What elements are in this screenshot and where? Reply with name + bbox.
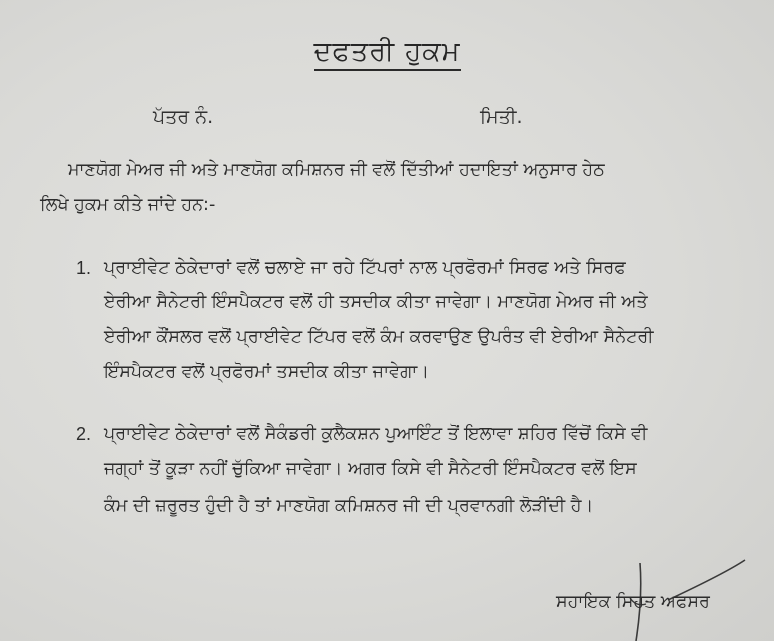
order-number: 1. [76,258,92,278]
order-line: ਜਗ੍ਹਾਂ ਤੋਂ ਕੂੜਾ ਨਹੀਂ ਚੁੱਕਿਆ ਜਾਵੇਗਾ। ਅਗਰ ਕਿਸੇ ਵੀ ਸੈਨੇਟਰੀ ਇੰਸਪੈਕਟਰ ਵਲੋਂ ਇਸ [104,459,637,479]
letter-number-label: ਪੱਤਰ ਨੰ. [153,106,214,128]
date-label: ਮਿਤੀ. [480,106,523,128]
order-line: ਇੰਸਪੈਕਟਰ ਵਲੋਂ ਪ੍ਰਫੋਰਮਾਂ ਤਸਦੀਕ ਕੀਤਾ ਜਾਵੇਗਾ। [104,362,430,382]
order-line: ਕੰਮ ਦੀ ਜ਼ਰੂਰਤ ਹੁੰਦੀ ਹੈ ਤਾਂ ਮਾਣਯੋਗ ਕਮਿਸ਼ਨਰ ਜੀ ਦੀ ਪ੍ਰਵਾਨਗੀ ਲੋੜੀਂਦੀ ਹੈ। [104,496,594,516]
document-title [0,36,774,68]
order-number: 2. [76,424,92,444]
intro-line-1: ਮਾਣਯੋਗ ਮੇਅਰ ਜੀ ਅਤੇ ਮਾਣਯੋਗ ਕਮਿਸ਼ਨਰ ਜੀ ਵਲੋਂ ਦਿੱਤੀਆਂ ਹਦਾਇਤਾਂ ਅਨੁਸਾਰ ਹੇਠ [68,160,605,180]
intro-line-2: ਲਿਖੇ ਹੁਕਮ ਕੀਤੇ ਜਾਂਦੇ ਹਨ:- [40,195,216,215]
signatory-designation: ਸਹਾਇਕ ਸਿਹਤ ਅਫਸਰ [556,592,710,612]
order-line: ਪ੍ਰਾਈਵੇਟ ਠੇਕੇਦਾਰਾਂ ਵਲੋਂ ਸੈਕੰਡਰੀ ਕੁਲੈਕਸ਼ਨ ਪੁਆਇੰਟ ਤੋਂ ਇਲਾਵਾ ਸ਼ਹਿਰ ਵਿੱਚੋਂ ਕਿਸੇ ਵੀ [104,424,648,444]
order-line: ਏਰੀਆ ਕੌਂਸਲਰ ਵਲੋਂ ਪ੍ਰਾਈਵੇਟ ਟਿੱਪਰ ਵਲੋਂ ਕੰਮ ਕਰਵਾਉਣ ਉਪਰੰਤ ਵੀ ਏਰੀਆ ਸੈਨੇਟਰੀ [104,327,654,347]
order-line: ਪ੍ਰਾਈਵੇਟ ਠੇਕੇਦਾਰਾਂ ਵਲੋਂ ਚਲਾਏ ਜਾ ਰਹੇ ਟਿੱਪਰਾਂ ਨਾਲ ਪ੍ਰਫੋਰਮਾਂ ਸਿਰਫ ਅਤੇ ਸਿਰਫ [104,258,626,278]
order-line: ਏਰੀਆ ਸੈਨੇਟਰੀ ਇੰਸਪੈਕਟਰ ਵਲੋਂ ਹੀ ਤਸਦੀਕ ਕੀਤਾ ਜਾਵੇਗਾ। ਮਾਣਯੋਗ ਮੇਅਰ ਜੀ ਅਤੇ [104,292,648,312]
document-title-text: ਦਫਤਰੀ ਹੁਕਮ [314,36,461,71]
